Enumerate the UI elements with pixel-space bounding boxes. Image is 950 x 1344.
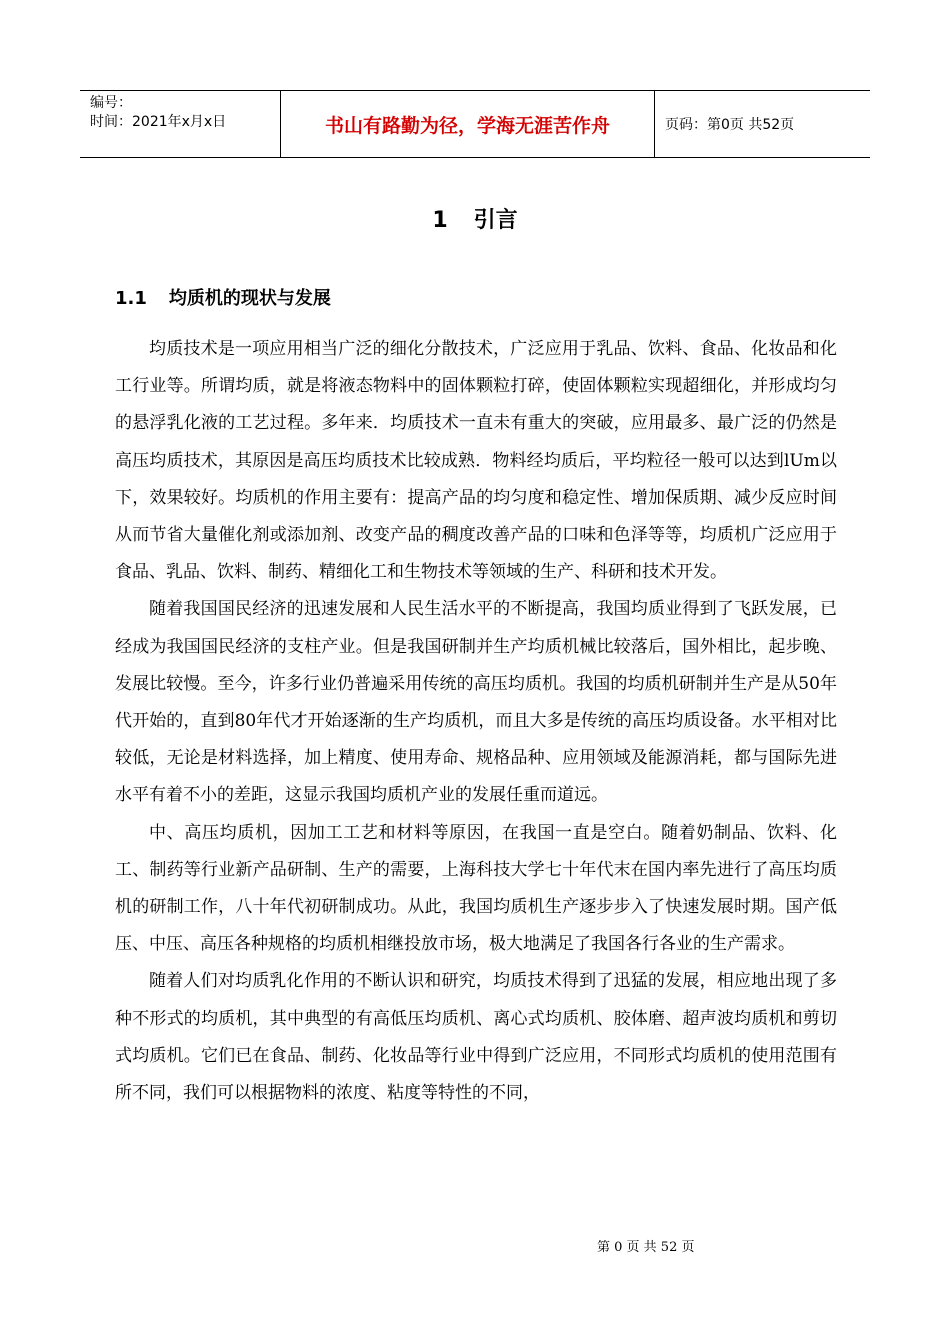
- time-label: 时间：2021年x月x日: [90, 114, 227, 130]
- section-title-text: 均质机的现状与发展: [168, 288, 331, 309]
- chapter-title: [0, 203, 950, 234]
- header-page-cell: [655, 91, 870, 157]
- paragraph: 均质技术是一项应用相当广泛的细化分散技术，广泛应用于乳品、饮料、食品、化妆品和化工行业等。所谓均质，就是将液态物料中的固体颗粒打碎，使固体颗粒实现超细化，并形成均匀的悬浮乳化液的工艺过程。多年来．均质技术一直未有重大的突破，应用最多、最广泛的仍然是高压均质技术，其原因是高压均质技术比较成熟．物料经均质后，平均粒径一般可以达到lUm以下，效果较好。均质机的作用主要有：提高产品的均匀度和稳定性、增加保质期、减少反应时间从而节省大量催化剂或添加剂、改变产品的稠度改善产品的口味和色泽等等，均质机广泛应用于食品、乳品、饮料、制药、精细化工和生物技术等领域的生产、科研和技术开发。: [115, 339, 837, 583]
- section-number: 1.1: [115, 288, 147, 309]
- number-label: 编号：: [90, 95, 132, 111]
- chapter-title-text: 引言: [473, 208, 518, 233]
- header-motto-cell: [281, 91, 655, 157]
- header-meta-cell: [80, 91, 281, 157]
- footer-page-number: 第 0 页 共 52 页: [597, 1240, 695, 1255]
- header-table: [80, 90, 870, 158]
- body-text: [115, 331, 837, 1112]
- paragraph: 随着人们对均质乳化作用的不断认识和研究，均质技术得到了迅猛的发展，相应地出现了多种不形式的均质机，其中典型的有高低压均质机、离心式均质机、胶体磨、超声波均质机和剪切式均质机。它们已在食品、制药、化妆品等行业中得到广泛应用，不同形式均质机的使用范围有所不同，我们可以根据物料的浓度、粘度等特性的不同，: [115, 971, 837, 1104]
- paragraph: 随着我国国民经济的迅速发展和人民生活水平的不断提高，我国均质业得到了飞跃发展，已经成为我国国民经济的支柱产业。但是我国研制并生产均质机械比较落后，国外相比，起步晚、发展比较慢。至今，许多行业仍普遍采用传统的高压均质机。我国的均质机研制并生产是从50年代开始的，直到80年代才开始逐渐的生产均质机，而且大多是传统的高压均质设备。水平相对比较低，无论是材料选择，加上精度、使用寿命、规格品种、应用领域及能源消耗，都与国际先进水平有着不小的差距，这显示我国均质机产业的发展任重而道远。: [115, 599, 837, 806]
- page-info: 页码：第0页 共52页: [665, 117, 795, 133]
- paragraph: 中、高压均质机，因加工工艺和材料等原因，在我国一直是空白。随着奶制品、饮料、化工、制药等行业新产品研制、生产的需要，上海科技大学七十年代末在国内率先进行了高压均质机的研制工作，八十年代初研制成功。从此，我国均质机生产逐步步入了快速发展时期。国产低压、中压、高压各种规格的均质机相继投放市场，极大地满足了我国各行各业的生产需求。: [115, 822, 837, 955]
- chapter-number: 1: [432, 208, 448, 233]
- section-title: [115, 284, 331, 310]
- motto-text: 书山有路勤为径，学海无涯苦作舟: [324, 114, 610, 137]
